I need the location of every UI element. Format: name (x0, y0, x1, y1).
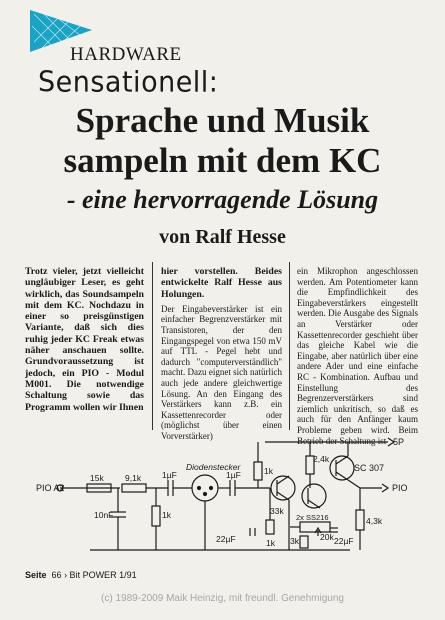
body-column-1: Trotz vieler, jetzt vielleicht ungläubiger Leser, es geht wirklich, das Soundsampeln mit dem KC. Nochdazu in einer so preisgünstigen Variante, daß sich dies ruhig jeder KC Freak etwas näher anschauen sollte. Grundvoraussetzung ist jedoch, ein PIO - Modul M001. Die notwendige Schaltung sowie das Programm wollen wir Ihnen (25, 266, 144, 413)
copyright-credit: (c) 1989-2009 Maik Heinzig, mit freundl. Genehmigung (101, 593, 344, 604)
wire (348, 480, 360, 488)
label-c10n: 10nF (94, 510, 114, 520)
label-r91k: 9,1k (125, 473, 142, 483)
label-diode-socket: Diodenstecker (186, 462, 241, 472)
resistor-33k (266, 520, 274, 534)
footer-page-number: 66 (51, 570, 62, 580)
resistor-43k (356, 510, 364, 530)
socket-pin (210, 487, 213, 490)
footer-seite: Seite (25, 570, 47, 580)
label-r20k: 20k (320, 532, 334, 542)
column-2-lead: hier vorstellen. Beides entwickelte Ralf Hesse aus Holungen. (161, 266, 282, 300)
label-r33k: 33k (270, 506, 284, 516)
diode-socket (192, 475, 218, 501)
footer-magazine: › Bit POWER 1/91 (64, 570, 137, 580)
label-r1k-b: 1k (264, 466, 273, 476)
label-r1k-a: 1k (162, 510, 171, 520)
output-arrow (382, 484, 388, 492)
label-r1k-c: 1k (266, 538, 275, 548)
label-c1u-b: 1µF (226, 470, 241, 480)
label-r3k: 3k (290, 536, 299, 546)
article-title-line1: Sprache und Musik (75, 101, 370, 140)
label-r43k: 4,3k (366, 516, 383, 526)
label-r15k: 15k (90, 473, 104, 483)
resistor-1k (254, 462, 262, 480)
label-pio-out: PIO (392, 483, 408, 493)
potentiometer (300, 522, 330, 532)
label-transistor: SC 307 (354, 463, 385, 473)
body-column-2 (161, 266, 282, 442)
resistor-91k (122, 484, 146, 492)
socket-pin (198, 487, 201, 490)
label-pot: 2x SS216 (296, 513, 329, 522)
article-subtitle: - eine hervorragende Lösung (66, 185, 379, 214)
author-byline: von Ralf Hesse (159, 226, 286, 248)
label-c22u-a: 22µF (216, 534, 236, 544)
column-2-text: Der Eingabeverstärker ist ein einfacher Begrenzverstärker mit Transistoren, der den Eingangspegel von etwa 150 mV auf TTL - Pegel hebt und dadurch "computerverständlich" macht. Dazu eignet sich natürlich auch jede andere gleichwertige Lösung. An den Eingang des Verstärkers kann z.B. ein Kassettenrecorder oder (möglichst über einen Vorverstärker) (161, 303, 282, 442)
label-c22u-b: 22µF (334, 536, 354, 546)
label-r2k4: 2,4k (313, 454, 330, 464)
resistor-1k (152, 506, 160, 526)
label-c1u-a: 1µF (162, 470, 177, 480)
article-title-line2: sampeln mit dem KC (63, 141, 382, 180)
resistor-3k (300, 536, 308, 548)
series-heading: Sensationell: (38, 66, 219, 99)
page-footer (25, 570, 137, 580)
socket-pin (204, 493, 207, 496)
circuit-schematic (0, 432, 445, 572)
body-column-3: ein Mikrophon angeschlossen werden. Am Potentiometer kann die Empfindlichkeit des Eingabeverstärkers eingestellt werden. Die Ausgabe des Signals an Verstärker oder Kassettenrecorder geschieht über das gleiche Kabel wie die Eingabe, aber natürlich über eine andere Ader und eine einfache RC - Kombination. Aufbau und Einstellung des Begrenzerverstärkers sind ziemlich unkritisch, so daß es auch für den Anfänger kaum Probleme geben wird. Beim Betrieb der Schaltung ist (297, 266, 418, 446)
column-divider (289, 262, 290, 430)
label-vcc: 5P (393, 437, 405, 447)
label-pio-in: PIO A2 (36, 483, 65, 493)
column-divider (152, 262, 153, 430)
section-kicker: HARDWARE (70, 44, 182, 65)
